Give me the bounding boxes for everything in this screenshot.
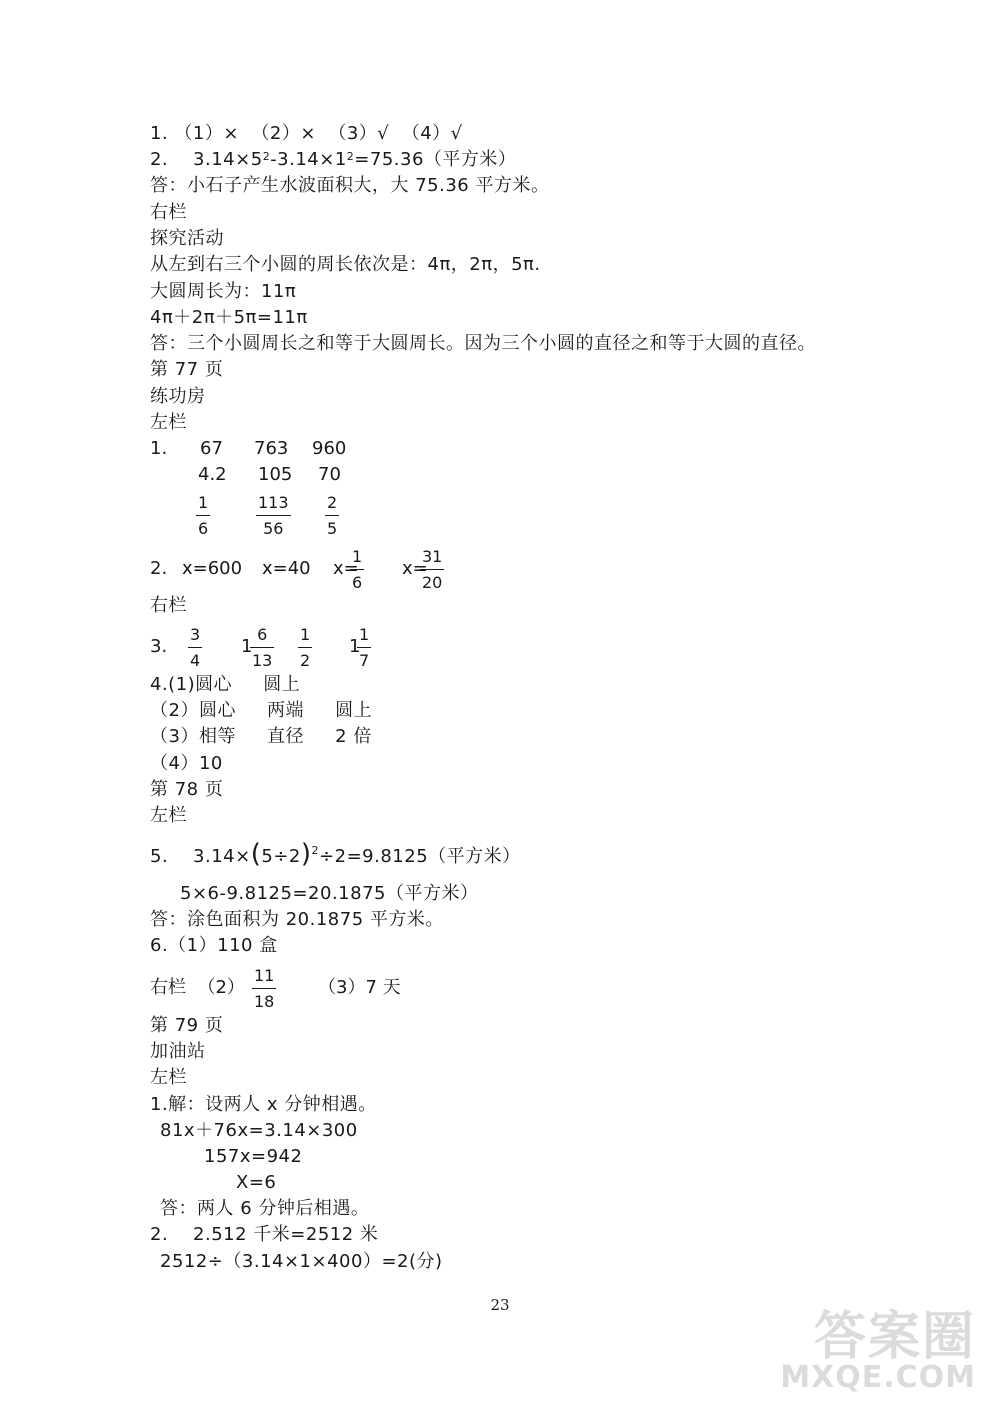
answer-value: 960 (312, 438, 347, 459)
answer-line: 1. （1）× （2）× （3）√ （4）√ (150, 123, 463, 144)
answer-line: 答：两人 6 分钟后相遇。 (160, 1198, 370, 1219)
question-number: 1. (150, 438, 168, 459)
fraction (188, 626, 202, 670)
fraction-numerator: 113 (258, 493, 289, 512)
text-segment: -3.14×1 (270, 149, 347, 170)
text-segment: 5÷2 (261, 846, 301, 867)
answer-value: 70 (318, 464, 341, 485)
section-label: 右栏 (150, 595, 187, 616)
answer-line: 答：涂色面积为 20.1875 平方米。 (150, 909, 444, 930)
page-heading: 第 79 页 (150, 1015, 224, 1036)
fraction-numerator: 1 (352, 547, 363, 566)
fraction-numerator: 1 (198, 493, 209, 512)
section-label: 左栏 (150, 1067, 187, 1088)
fraction-numerator: 6 (257, 625, 268, 644)
answer-line: 4.(1)圆心 圆上 (150, 674, 301, 695)
fraction-denominator: 2 (300, 651, 311, 670)
fraction-numerator: 11 (254, 966, 275, 985)
answer-line: 右栏 （2） (150, 977, 245, 998)
answer-line: 4π＋2π＋5π=11π (150, 307, 308, 328)
fraction-bar (250, 647, 274, 648)
fraction-bar (325, 515, 339, 516)
equation-line: 81x＋76x=3.14×300 (160, 1120, 358, 1141)
section-label: 右栏 (150, 202, 187, 223)
fraction (298, 626, 312, 670)
fraction-bar (420, 569, 444, 570)
answer-line: 6.（1）110 盒 (150, 935, 278, 956)
watermark-text: 答案圈 (813, 1307, 976, 1367)
section-heading: 加油站 (150, 1041, 206, 1062)
section-label: 左栏 (150, 412, 187, 433)
answer-line: 答：三个小圆周长之和等于大圆周长。因为三个小圆的直径之和等于大圆的直径。 (150, 333, 816, 354)
answer-value: x=40 (262, 558, 311, 579)
answer-line: 2. 2.512 千米=2512 米 (150, 1224, 379, 1245)
answer-line: 大圆周长为：11π (150, 281, 297, 302)
fraction-numerator: 1 (359, 625, 370, 644)
answer-line: （2）圆心 两端 圆上 (150, 700, 373, 721)
equation-line: X=6 (236, 1172, 277, 1193)
text-segment: 5. 3.14× (150, 846, 251, 867)
fraction-numerator: 31 (422, 547, 443, 566)
answer-line: 答：小石子产生水波面积大，大 75.36 平方米。 (150, 175, 550, 196)
superscript: 2 (346, 150, 355, 163)
answer-value: x= (402, 558, 428, 579)
fraction-denominator: 20 (422, 573, 443, 592)
answer-value: 4.2 (198, 464, 227, 485)
fraction-bar (256, 515, 291, 516)
fraction (350, 548, 364, 592)
fraction-denominator: 6 (198, 519, 209, 538)
answer-value: （3）7 天 (318, 977, 401, 998)
answer-line: 1.解：设两人 x 分钟相遇。 (150, 1094, 377, 1115)
paren-close: ) (300, 839, 312, 869)
answer-line: 5×6-9.8125=20.1875（平方米） (180, 883, 479, 904)
fraction-numerator: 2 (327, 493, 338, 512)
text-segment: 2. 3.14×5 (150, 149, 263, 170)
fraction (420, 548, 444, 592)
answer-value: 105 (258, 464, 293, 485)
fraction-numerator: 3 (190, 625, 201, 644)
answer-line (150, 148, 516, 172)
fraction (196, 494, 210, 538)
paren-open: ( (250, 839, 262, 869)
fraction-denominator: 18 (254, 992, 275, 1011)
question-number: 2. (150, 558, 168, 579)
fraction-denominator: 56 (263, 519, 284, 538)
equation-line: 157x=942 (204, 1146, 303, 1167)
section-heading: 练功房 (150, 386, 206, 407)
fraction (357, 626, 371, 670)
whole-number: 1 (241, 636, 253, 657)
text-segment: =75.36（平方米） (354, 149, 517, 170)
text-segment: ÷2=9.8125（平方米） (319, 846, 521, 867)
fraction-denominator: 13 (252, 651, 273, 670)
section-label: 左栏 (150, 805, 187, 826)
fraction-denominator: 7 (359, 651, 370, 670)
answer-value: x= (333, 558, 359, 579)
answer-value: 763 (254, 438, 289, 459)
fraction-bar (188, 647, 202, 648)
answer-line: （3）相等 直径 2 倍 (150, 726, 372, 747)
watermark-url: MXQE.COM (780, 1360, 976, 1395)
page-heading: 第 78 页 (150, 779, 224, 800)
fraction-denominator: 5 (327, 519, 338, 538)
answer-line: 从左到右三个小圆的周长依次是：4π，2π，5π. (150, 254, 541, 275)
equation-line: 2512÷（3.14×1×400）=2(分) (160, 1251, 443, 1272)
fraction-bar (350, 569, 364, 570)
answer-line (150, 839, 521, 869)
fraction-bar (252, 988, 276, 989)
superscript: 2 (311, 844, 320, 857)
watermark-logo (776, 1294, 986, 1404)
fraction (252, 967, 276, 1011)
answer-value: x=600 (182, 558, 243, 579)
fraction-bar (298, 647, 312, 648)
fraction-denominator: 6 (352, 573, 363, 592)
fraction (256, 494, 291, 538)
answer-value: 67 (200, 438, 223, 459)
page-number: 23 (490, 1296, 510, 1314)
fraction-bar (196, 515, 210, 516)
fraction-numerator: 1 (300, 625, 311, 644)
fraction-bar (357, 647, 371, 648)
whole-number: 1 (349, 636, 361, 657)
page-heading: 第 77 页 (150, 359, 224, 380)
fraction-denominator: 4 (190, 651, 201, 670)
answer-line: （4）10 (150, 753, 223, 774)
fraction (325, 494, 339, 538)
section-heading: 探究活动 (150, 228, 224, 249)
superscript: 2 (262, 150, 271, 163)
fraction (250, 626, 274, 670)
question-number: 3. (150, 636, 168, 657)
